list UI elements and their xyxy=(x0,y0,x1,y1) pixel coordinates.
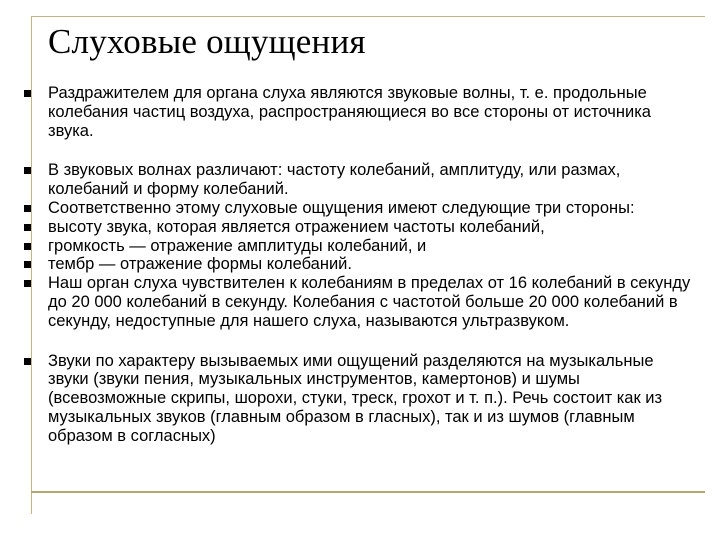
list-item-text: Соответственно этому слуховые ощущения имеют следующие три стороны: xyxy=(48,198,635,217)
list-item xyxy=(22,161,692,199)
square-bullet-icon xyxy=(24,167,31,174)
square-bullet-icon xyxy=(24,90,31,97)
list-item xyxy=(22,237,692,256)
list-item xyxy=(22,274,692,330)
list-item xyxy=(22,352,692,446)
list-item-text: Наш орган слуха чувствителен к колебаниям в пределах от 16 колебаний в секунду до 20 000 колебаний в секунду. Колебания с частотой больше 20 000 колебаний в секунду, недоступные для нашего слуха, называются ультразвуком. xyxy=(48,274,691,330)
list-item-text: Раздражителем для органа слуха являются звуковые волны, т. е. продольные колебания частиц воздуха, распространяющиеся во все стороны от источника звука. xyxy=(48,84,651,140)
frame-top-line xyxy=(31,16,705,17)
list-item xyxy=(22,84,692,140)
square-bullet-icon xyxy=(24,243,31,250)
bullet-list xyxy=(22,84,692,446)
list-item-text: тембр — отражение формы колебаний. xyxy=(48,255,352,274)
list-item-text: громкость — отражение амплитуды колебаний, и xyxy=(48,236,427,255)
square-bullet-icon xyxy=(24,358,31,365)
square-bullet-icon xyxy=(24,261,31,268)
square-bullet-icon xyxy=(24,205,31,212)
footer-rule xyxy=(31,491,705,493)
list-item-text: высоту звука, которая является отражением частоты колебаний, xyxy=(48,217,545,236)
list-item-text: Звуки по характеру вызываемых ими ощущений разделяются на музыкальные звуки (звуки пения, музыкальных инструментов, камертонов) и шумы (всевозможные скрипы, шорохи, стуки, треск, грохот и т. п.). Речь состоит как из музыкальных звуков (главным образом в гласных), так и из шумов (главным образом в согласных) xyxy=(48,351,663,445)
square-bullet-icon xyxy=(24,280,31,287)
list-item xyxy=(22,199,692,218)
list-item-text: В звуковых волнах различают: частоту колебаний, амплитуду, или размах, колебаний и форму колебаний. xyxy=(48,161,621,199)
square-bullet-icon xyxy=(24,224,31,231)
list-item xyxy=(22,255,692,274)
slide-title: Слуховые ощущения xyxy=(48,22,366,61)
list-item xyxy=(22,218,692,237)
